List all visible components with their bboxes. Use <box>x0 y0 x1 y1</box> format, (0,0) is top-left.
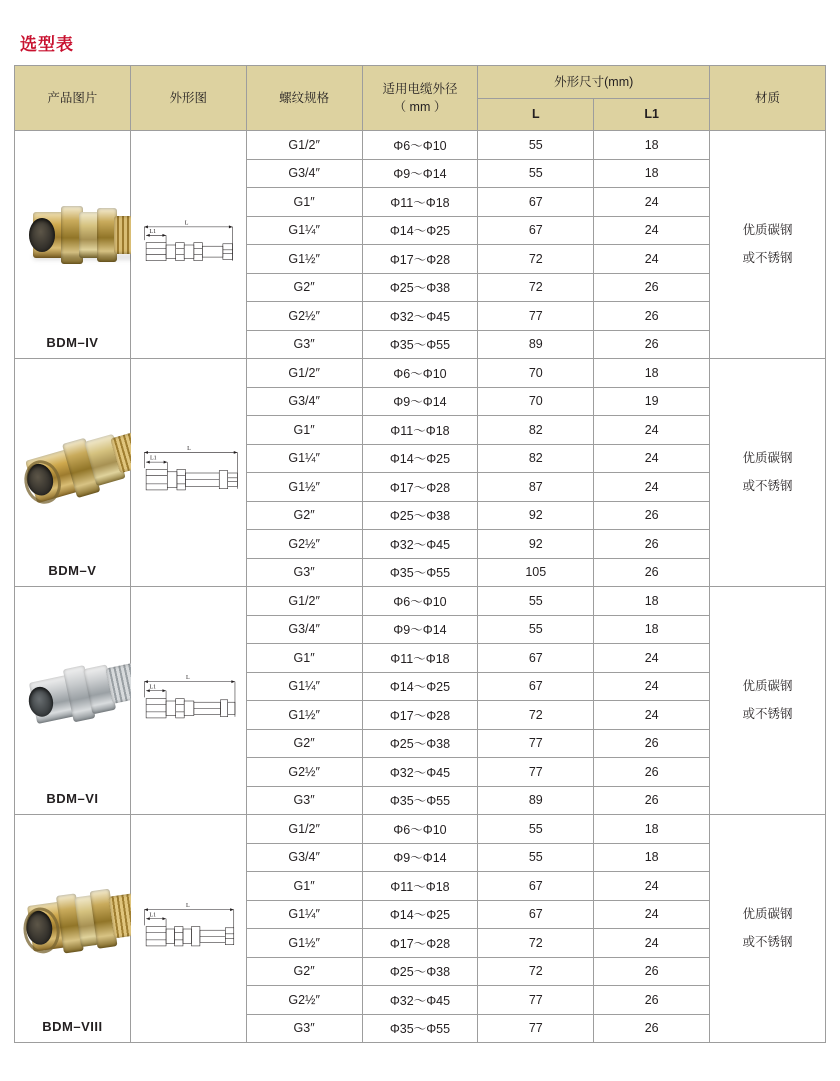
thread-value: G2″ <box>246 957 362 986</box>
cable-od-value: Φ17～Φ28 <box>362 929 478 958</box>
thread-value: G2½″ <box>246 302 362 331</box>
dim-L1-value: 24 <box>594 672 710 701</box>
thread-value: G1″ <box>246 644 362 673</box>
cable-od-value: Φ14～Φ25 <box>362 216 478 245</box>
dim-L1-value: 24 <box>594 444 710 473</box>
dim-L1-value: 26 <box>594 786 710 815</box>
dim-L1-value: 24 <box>594 188 710 217</box>
dim-L-value: 67 <box>478 672 594 701</box>
dim-L1-value: 24 <box>594 245 710 274</box>
dim-L-value: 89 <box>478 330 594 359</box>
cable-od-value: Φ11～Φ18 <box>362 644 478 673</box>
thread-value: G3/4″ <box>246 159 362 188</box>
cable-od-value: Φ14～Φ25 <box>362 900 478 929</box>
outline-drawing-cell-2 <box>130 359 246 587</box>
product-photo-cell-2 <box>15 359 131 587</box>
cable-od-value: Φ25～Φ38 <box>362 273 478 302</box>
dim-L1-value: 26 <box>594 302 710 331</box>
page-title: 选型表 <box>20 35 74 54</box>
dim-L1-value: 26 <box>594 530 710 559</box>
thread-value: G1″ <box>246 416 362 445</box>
dim-L-value: 67 <box>478 644 594 673</box>
dim-L1-value: 24 <box>594 872 710 901</box>
dim-L1-value: 24 <box>594 644 710 673</box>
thread-value: G3/4″ <box>246 843 362 872</box>
material-line2: 或不锈钢 <box>742 706 793 721</box>
cable-od-value: Φ11～Φ18 <box>362 188 478 217</box>
dim-L-value: 55 <box>478 615 594 644</box>
table-row <box>15 131 826 160</box>
drawing-label-L: L <box>185 902 190 909</box>
dim-L-value: 55 <box>478 815 594 844</box>
dim-L-value: 82 <box>478 416 594 445</box>
drawing-label-L1: L1 <box>149 911 156 918</box>
cable-od-value: Φ9～Φ14 <box>362 159 478 188</box>
header-dim-L: L <box>478 98 594 131</box>
material-line2: 或不锈钢 <box>742 934 793 949</box>
dim-L-value: 67 <box>478 872 594 901</box>
dim-L1-value: 26 <box>594 273 710 302</box>
dim-L1-value: 18 <box>594 131 710 160</box>
dim-L-value: 72 <box>478 273 594 302</box>
drawing-label-L1: L1 <box>149 228 156 235</box>
dim-L1-value: 24 <box>594 929 710 958</box>
cable-od-value: Φ9～Φ14 <box>362 387 478 416</box>
material-line2: 或不锈钢 <box>742 250 793 265</box>
product-photo-cell-3 <box>15 587 131 815</box>
dim-L1-value: 24 <box>594 216 710 245</box>
table-row <box>15 359 826 388</box>
cable-od-value: Φ9～Φ14 <box>362 615 478 644</box>
cable-od-value: Φ17～Φ28 <box>362 473 478 502</box>
thread-value: G1/2″ <box>246 131 362 160</box>
header-cable-od <box>362 66 478 131</box>
dim-L1-value: 19 <box>594 387 710 416</box>
dim-L1-value: 26 <box>594 330 710 359</box>
thread-value: G1″ <box>246 188 362 217</box>
model-label-2: BDM–V <box>48 563 97 578</box>
header-cable-od-line2: （ mm ） <box>393 100 447 114</box>
drawing-label-L: L <box>187 445 191 452</box>
dim-L1-value: 24 <box>594 900 710 929</box>
dim-L-value: 70 <box>478 387 594 416</box>
cable-od-value: Φ32～Φ45 <box>362 758 478 787</box>
outline-drawing-cell-4 <box>130 815 246 1043</box>
drawing-label-L1: L1 <box>149 455 157 462</box>
thread-value: G3″ <box>246 330 362 359</box>
dim-L-value: 55 <box>478 587 594 616</box>
product-photo-cell-4 <box>15 815 131 1043</box>
cable-od-value: Φ25～Φ38 <box>362 501 478 530</box>
material-cell-3 <box>710 587 826 815</box>
header-outline-drawing: 外形图 <box>130 66 246 131</box>
dim-L-value: 92 <box>478 530 594 559</box>
material-cell-4 <box>710 815 826 1043</box>
dim-L-value: 105 <box>478 558 594 587</box>
thread-value: G1½″ <box>246 245 362 274</box>
header-thread-spec: 螺纹规格 <box>246 66 362 131</box>
thread-value: G3/4″ <box>246 387 362 416</box>
cable-od-value: Φ11～Φ18 <box>362 416 478 445</box>
dim-L-value: 72 <box>478 245 594 274</box>
dim-L1-value: 26 <box>594 558 710 587</box>
material-line2: 或不锈钢 <box>742 478 793 493</box>
dim-L-value: 55 <box>478 843 594 872</box>
material-line1: 优质碳钢 <box>742 451 793 465</box>
thread-value: G3″ <box>246 786 362 815</box>
dim-L1-value: 18 <box>594 815 710 844</box>
material-line1: 优质碳钢 <box>742 223 793 237</box>
dim-L-value: 87 <box>478 473 594 502</box>
dim-L1-value: 24 <box>594 473 710 502</box>
dim-L-value: 77 <box>478 986 594 1015</box>
outline-drawing-4 <box>131 815 246 1042</box>
cable-od-value: Φ32～Φ45 <box>362 302 478 331</box>
dim-L1-value: 18 <box>594 359 710 388</box>
dim-L1-value: 26 <box>594 957 710 986</box>
thread-value: G2½″ <box>246 530 362 559</box>
header-dim-L1: L1 <box>594 98 710 131</box>
product-photo-1 <box>15 141 130 324</box>
cable-od-value: Φ6～Φ10 <box>362 587 478 616</box>
table-header <box>15 66 826 131</box>
outline-drawing-2 <box>131 359 246 586</box>
thread-value: G1/2″ <box>246 359 362 388</box>
dim-L-value: 55 <box>478 131 594 160</box>
dim-L1-value: 26 <box>594 1014 710 1043</box>
cable-od-value: Φ9～Φ14 <box>362 843 478 872</box>
thread-value: G2″ <box>246 501 362 530</box>
dim-L1-value: 26 <box>594 501 710 530</box>
dim-L1-value: 26 <box>594 986 710 1015</box>
product-photo-4 <box>15 825 130 1008</box>
header-material: 材质 <box>710 66 826 131</box>
dim-L-value: 72 <box>478 701 594 730</box>
drawing-label-L: L <box>185 674 190 681</box>
thread-value: G1/2″ <box>246 587 362 616</box>
outline-drawing-3 <box>131 587 246 814</box>
product-photo-cell-1 <box>15 131 131 359</box>
dim-L-value: 70 <box>478 359 594 388</box>
cable-od-value: Φ6～Φ10 <box>362 815 478 844</box>
material-cell-1 <box>710 131 826 359</box>
thread-value: G1¼″ <box>246 216 362 245</box>
cable-od-value: Φ32～Φ45 <box>362 986 478 1015</box>
dim-L-value: 67 <box>478 900 594 929</box>
dim-L-value: 67 <box>478 216 594 245</box>
thread-value: G2″ <box>246 273 362 302</box>
cable-od-value: Φ35～Φ55 <box>362 1014 478 1043</box>
thread-value: G1½″ <box>246 929 362 958</box>
table-body <box>15 131 826 1043</box>
outline-drawing-cell-3 <box>130 587 246 815</box>
table-row <box>15 815 826 844</box>
dim-L1-value: 18 <box>594 843 710 872</box>
dim-L-value: 77 <box>478 729 594 758</box>
thread-value: G1½″ <box>246 701 362 730</box>
cable-od-value: Φ6～Φ10 <box>362 131 478 160</box>
cable-od-value: Φ14～Φ25 <box>362 444 478 473</box>
cable-od-value: Φ17～Φ28 <box>362 701 478 730</box>
cable-od-value: Φ14～Φ25 <box>362 672 478 701</box>
thread-value: G1/2″ <box>246 815 362 844</box>
cable-od-value: Φ6～Φ10 <box>362 359 478 388</box>
thread-value: G1½″ <box>246 473 362 502</box>
model-label-3: BDM–VI <box>46 791 99 806</box>
outline-drawing-1 <box>131 131 246 358</box>
header-cable-od-line1: 适用电缆外径 <box>382 81 458 96</box>
thread-value: G1¼″ <box>246 444 362 473</box>
dim-L-value: 82 <box>478 444 594 473</box>
header-product-photo: 产品图片 <box>15 66 131 131</box>
cable-od-value: Φ35～Φ55 <box>362 330 478 359</box>
cable-od-value: Φ25～Φ38 <box>362 729 478 758</box>
dim-L1-value: 24 <box>594 701 710 730</box>
dim-L1-value: 26 <box>594 729 710 758</box>
dim-L-value: 72 <box>478 929 594 958</box>
dim-L-value: 77 <box>478 1014 594 1043</box>
material-cell-2 <box>710 359 826 587</box>
model-label-1: BDM–IV <box>46 335 99 350</box>
dim-L-value: 77 <box>478 758 594 787</box>
cable-od-value: Φ35～Φ55 <box>362 786 478 815</box>
cable-od-value: Φ25～Φ38 <box>362 957 478 986</box>
drawing-label-L1: L1 <box>149 683 156 690</box>
dim-L-value: 72 <box>478 957 594 986</box>
dim-L1-value: 18 <box>594 159 710 188</box>
dim-L-value: 55 <box>478 159 594 188</box>
cable-od-value: Φ32～Φ45 <box>362 530 478 559</box>
dim-L-value: 77 <box>478 302 594 331</box>
thread-value: G1¼″ <box>246 900 362 929</box>
cable-od-value: Φ17～Φ28 <box>362 245 478 274</box>
product-photo-3 <box>15 597 130 780</box>
product-photo-2 <box>15 369 130 552</box>
thread-value: G3/4″ <box>246 615 362 644</box>
dim-L-value: 92 <box>478 501 594 530</box>
specification-table <box>14 65 826 1043</box>
drawing-label-L: L <box>184 219 189 226</box>
table-row <box>15 587 826 616</box>
thread-value: G2½″ <box>246 986 362 1015</box>
cable-od-value: Φ35～Φ55 <box>362 558 478 587</box>
dim-L1-value: 26 <box>594 758 710 787</box>
outline-drawing-cell-1 <box>130 131 246 359</box>
dim-L-value: 67 <box>478 188 594 217</box>
header-dimensions: 外形尺寸(mm) <box>478 66 710 99</box>
cable-od-value: Φ11～Φ18 <box>362 872 478 901</box>
dim-L1-value: 24 <box>594 416 710 445</box>
thread-value: G2″ <box>246 729 362 758</box>
thread-value: G1¼″ <box>246 672 362 701</box>
thread-value: G3″ <box>246 558 362 587</box>
dim-L-value: 89 <box>478 786 594 815</box>
thread-value: G2½″ <box>246 758 362 787</box>
dim-L1-value: 18 <box>594 615 710 644</box>
thread-value: G3″ <box>246 1014 362 1043</box>
model-label-4: BDM–VIII <box>42 1019 103 1034</box>
material-line1: 优质碳钢 <box>742 907 793 921</box>
material-line1: 优质碳钢 <box>742 679 793 693</box>
thread-value: G1″ <box>246 872 362 901</box>
dim-L1-value: 18 <box>594 587 710 616</box>
